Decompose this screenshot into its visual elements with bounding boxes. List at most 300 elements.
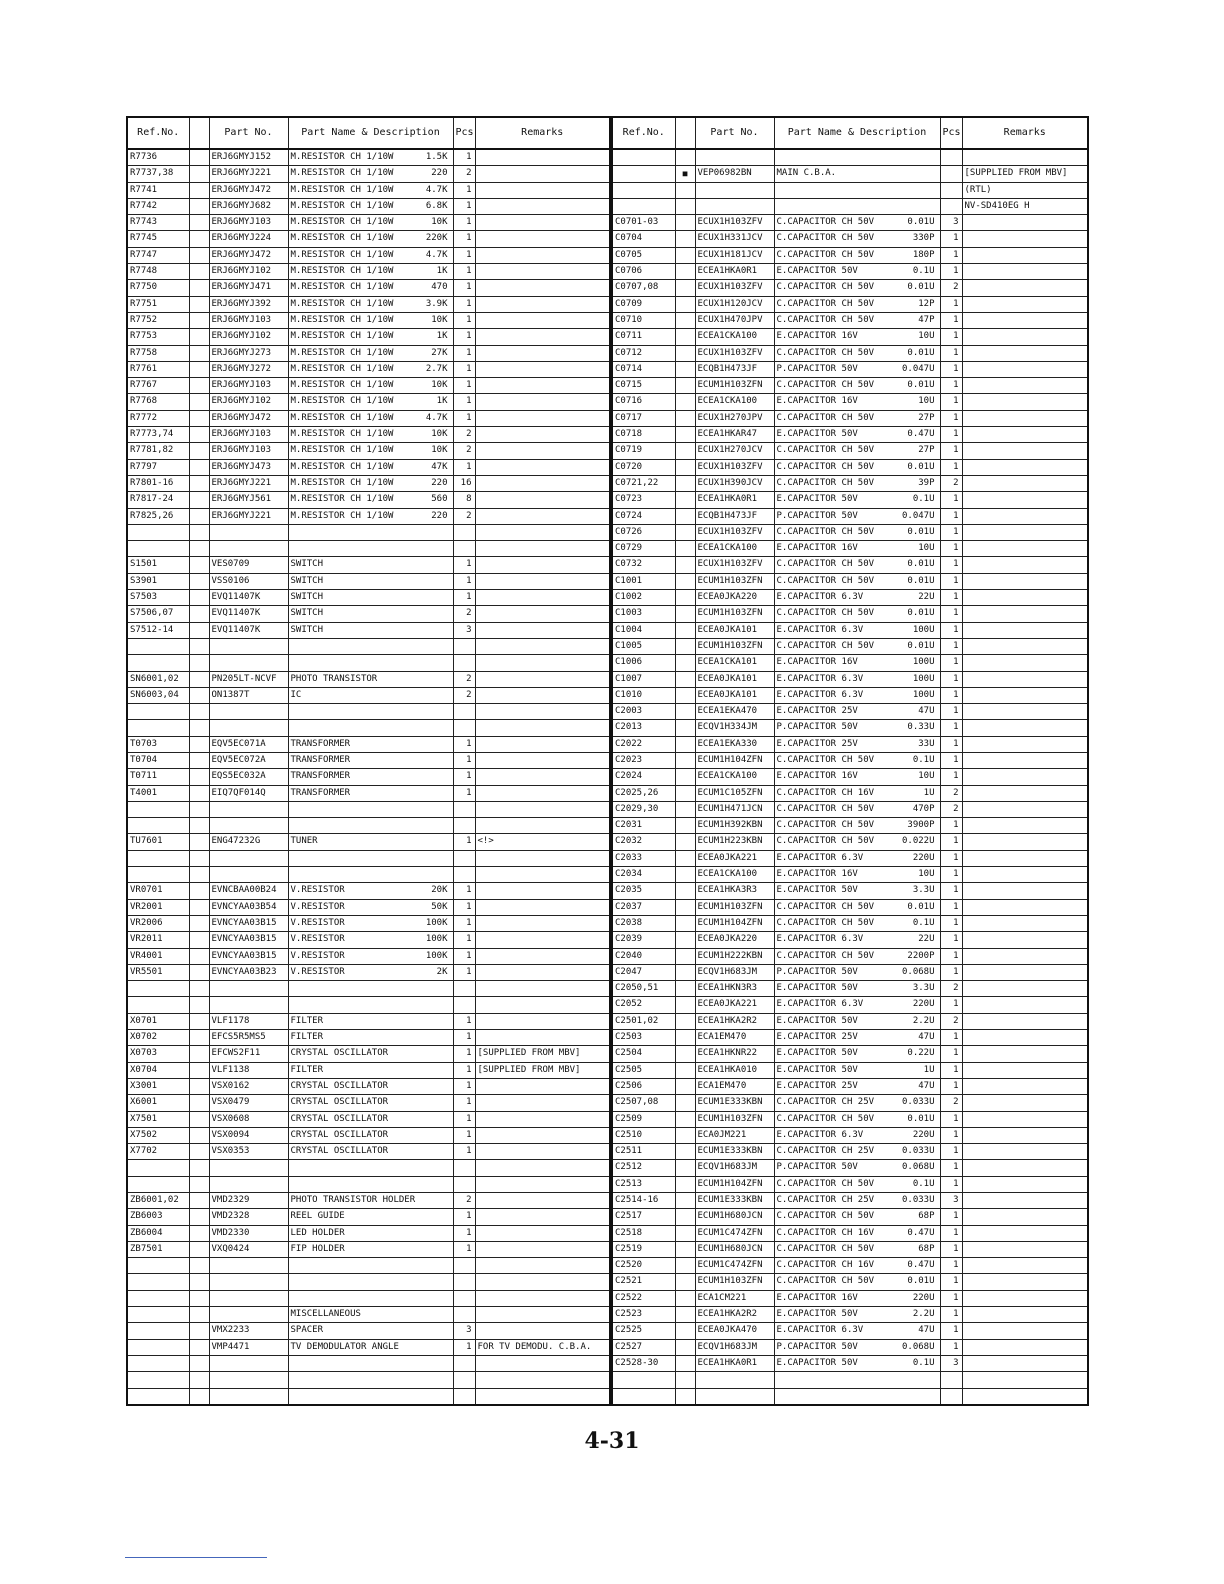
table-row xyxy=(127,1193,610,1209)
part-no-cell: ECEA1CKA100 xyxy=(695,867,774,883)
part-no-cell: ECUM1H104ZFN xyxy=(695,915,774,931)
part-value: 0.22U xyxy=(907,1048,935,1059)
part-no-cell: VLF1138 xyxy=(209,1062,288,1078)
part-name-cell xyxy=(774,1013,940,1029)
part-value: 0.47U xyxy=(907,1260,935,1271)
table-row xyxy=(127,1127,610,1143)
pcs-cell xyxy=(453,720,475,736)
part-description: C.CAPACITOR CH 16V xyxy=(776,1260,875,1271)
mark-cell xyxy=(189,198,209,214)
pcs-cell: 1 xyxy=(940,410,962,426)
remarks-cell xyxy=(475,264,610,280)
ref-no-cell: X7502 xyxy=(127,1127,189,1143)
ref-no-cell xyxy=(127,1290,189,1306)
pcs-cell: 1 xyxy=(453,1241,475,1257)
part-no-cell: EQV5EC072A xyxy=(209,752,288,768)
part-value: 3900P xyxy=(907,820,935,831)
part-no-cell: ECQV1H334JM xyxy=(695,720,774,736)
remarks-cell xyxy=(962,671,1088,687)
mark-cell xyxy=(675,1176,695,1192)
mark-cell xyxy=(675,280,695,296)
table-row xyxy=(612,508,1088,524)
part-name-cell xyxy=(288,720,453,736)
part-no-cell: ECEA1CKA101 xyxy=(695,655,774,671)
part-description: E.CAPACITOR 6.3V xyxy=(776,999,864,1010)
table-row xyxy=(127,149,610,166)
mark-cell xyxy=(189,1241,209,1257)
pcs-cell xyxy=(453,1372,475,1388)
pcs-cell: 3 xyxy=(940,1193,962,1209)
table-row xyxy=(612,1176,1088,1192)
ref-no-cell: C2511 xyxy=(612,1144,675,1160)
pcs-cell: 1 xyxy=(453,312,475,328)
table-row xyxy=(612,264,1088,280)
part-value xyxy=(448,1014,451,1029)
table-row xyxy=(127,166,610,182)
ref-no-cell: C1007 xyxy=(612,671,675,687)
part-description: V.RESISTOR xyxy=(290,901,345,912)
part-name-cell xyxy=(288,1078,453,1094)
table-row xyxy=(127,427,610,443)
table-row xyxy=(127,541,610,557)
part-name-cell xyxy=(774,752,940,768)
pcs-cell: 1 xyxy=(453,1209,475,1225)
part-description: C.CAPACITOR CH 50V xyxy=(776,608,875,619)
ref-no-cell: R7741 xyxy=(127,182,189,198)
part-no-cell: ERJ6GMYJ103 xyxy=(209,378,288,394)
ref-no-cell: C2520 xyxy=(612,1258,675,1274)
table-row xyxy=(127,850,610,866)
pcs-cell: 1 xyxy=(453,215,475,231)
part-name-cell xyxy=(288,752,453,768)
mark-cell xyxy=(675,1372,695,1388)
part-description: E.CAPACITOR 16V xyxy=(776,1292,858,1303)
part-value: 4.7K xyxy=(425,412,448,423)
mark-cell xyxy=(189,394,209,410)
part-value: 220K xyxy=(425,233,448,244)
pcs-cell xyxy=(940,198,962,214)
part-name-cell xyxy=(774,720,940,736)
pcs-cell: 3 xyxy=(453,622,475,638)
ref-no-cell: R7742 xyxy=(127,198,189,214)
part-no-cell xyxy=(209,867,288,883)
mark-cell xyxy=(189,655,209,671)
part-name-cell xyxy=(288,508,453,524)
ref-no-cell: S3901 xyxy=(127,573,189,589)
part-name-cell xyxy=(774,1258,940,1274)
table-row xyxy=(127,247,610,263)
header-mark xyxy=(189,117,209,149)
part-value xyxy=(448,1030,451,1045)
table-row xyxy=(612,182,1088,198)
remarks-cell xyxy=(962,769,1088,785)
remarks-cell xyxy=(475,149,610,166)
table-row xyxy=(127,508,610,524)
mark-cell xyxy=(189,964,209,980)
ref-no-cell: VR0701 xyxy=(127,883,189,899)
part-no-cell: ECA1EM470 xyxy=(695,1030,774,1046)
ref-no-cell: T0703 xyxy=(127,736,189,752)
mark-cell xyxy=(189,1030,209,1046)
part-no-cell: VSX0608 xyxy=(209,1111,288,1127)
pcs-cell: 1 xyxy=(940,638,962,654)
part-value: 0.068U xyxy=(901,1341,935,1352)
pcs-cell: 1 xyxy=(453,769,475,785)
part-name-cell xyxy=(288,361,453,377)
mark-cell xyxy=(189,524,209,540)
part-description: C.CAPACITOR CH 50V xyxy=(776,526,875,537)
part-no-cell: VMD2330 xyxy=(209,1225,288,1241)
ref-no-cell xyxy=(127,1388,189,1405)
pcs-cell: 16 xyxy=(453,475,475,491)
pcs-cell: 2 xyxy=(940,981,962,997)
part-name-cell xyxy=(288,1258,453,1274)
pcs-cell xyxy=(453,818,475,834)
mark-cell xyxy=(675,1111,695,1127)
part-name-cell xyxy=(774,312,940,328)
table-row xyxy=(127,443,610,459)
part-value: 1K xyxy=(436,266,448,277)
ref-no-cell: R7737,38 xyxy=(127,166,189,182)
part-description: M.RESISTOR CH 1/10W xyxy=(290,445,394,456)
part-name-cell xyxy=(774,687,940,703)
remarks-cell xyxy=(962,720,1088,736)
mark-cell xyxy=(675,557,695,573)
remarks-cell xyxy=(475,981,610,997)
pcs-cell: 2 xyxy=(453,166,475,182)
table-row xyxy=(612,524,1088,540)
part-name-cell xyxy=(288,149,453,166)
part-name-cell xyxy=(288,915,453,931)
table-row xyxy=(612,736,1088,752)
remarks-cell xyxy=(475,1225,610,1241)
part-value: 100U xyxy=(912,624,935,635)
part-value: 220U xyxy=(912,999,935,1010)
remarks-cell: [SUPPLIED FROM MBV] xyxy=(475,1046,610,1062)
part-description: E.CAPACITOR 16V xyxy=(776,771,858,782)
part-description: C.CAPACITOR CH 50V xyxy=(776,1178,875,1189)
part-value: 27P xyxy=(918,412,935,423)
table-row xyxy=(612,198,1088,214)
pcs-cell: 1 xyxy=(940,1111,962,1127)
pcs-cell: 2 xyxy=(940,1095,962,1111)
ref-no-cell xyxy=(127,801,189,817)
footer-rule xyxy=(125,1557,267,1558)
pcs-cell: 1 xyxy=(453,378,475,394)
mark-cell xyxy=(189,687,209,703)
part-name-cell xyxy=(774,915,940,931)
ref-no-cell: X7702 xyxy=(127,1144,189,1160)
part-value: 0.01U xyxy=(907,1113,935,1124)
part-description: CRYSTAL OSCILLATOR xyxy=(290,1146,389,1157)
part-no-cell: ECEA1HKA0R1 xyxy=(695,264,774,280)
part-name-cell xyxy=(774,394,940,410)
part-value: 100U xyxy=(912,689,935,700)
pcs-cell xyxy=(940,182,962,198)
mark-cell xyxy=(675,361,695,377)
pcs-cell: 1 xyxy=(940,1062,962,1078)
ref-no-cell: R7781,82 xyxy=(127,443,189,459)
table-row xyxy=(127,182,610,198)
part-value: 0.01U xyxy=(907,1276,935,1287)
mark-cell xyxy=(675,508,695,524)
part-name-cell xyxy=(288,1062,453,1078)
mark-cell xyxy=(675,410,695,426)
part-value: 10U xyxy=(918,396,935,407)
part-description: C.CAPACITOR CH 50V xyxy=(776,380,875,391)
table-row xyxy=(127,280,610,296)
pcs-cell: 1 xyxy=(940,508,962,524)
remarks-cell xyxy=(475,1290,610,1306)
table-row xyxy=(612,997,1088,1013)
part-value: 47U xyxy=(918,1032,935,1043)
part-description: E.CAPACITOR 6.3V xyxy=(776,624,864,635)
part-description: M.RESISTOR CH 1/10W xyxy=(290,510,394,521)
ref-no-cell: R7736 xyxy=(127,149,189,166)
pcs-cell xyxy=(453,1307,475,1323)
pcs-cell: 1 xyxy=(940,948,962,964)
pcs-cell: 1 xyxy=(940,329,962,345)
part-no-cell: ERJ6GMYJ224 xyxy=(209,231,288,247)
part-no-cell: ECEA1HKA0R1 xyxy=(695,492,774,508)
part-name-cell xyxy=(288,459,453,475)
part-no-cell: VSS0106 xyxy=(209,573,288,589)
mark-cell xyxy=(189,215,209,231)
table-row xyxy=(127,1225,610,1241)
ref-no-cell: S7506,07 xyxy=(127,606,189,622)
part-value xyxy=(448,834,451,849)
ref-no-cell: C2505 xyxy=(612,1062,675,1078)
table-header xyxy=(127,117,610,149)
part-no-cell xyxy=(209,801,288,817)
part-name-cell xyxy=(774,508,940,524)
pcs-cell: 1 xyxy=(453,883,475,899)
part-value: 1.5K xyxy=(425,152,448,162)
mark-cell xyxy=(675,1339,695,1355)
part-no-cell: ECUM1H103ZFN xyxy=(695,899,774,915)
part-no-cell: VEP06982BN xyxy=(695,166,774,182)
ref-no-cell xyxy=(127,655,189,671)
part-value: 0.47U xyxy=(907,429,935,440)
table-row xyxy=(612,834,1088,850)
part-description: M.RESISTOR CH 1/10W xyxy=(290,184,394,195)
ref-no-cell: R7801-16 xyxy=(127,475,189,491)
remarks-cell xyxy=(475,1258,610,1274)
mark-cell xyxy=(675,215,695,231)
pcs-cell: 8 xyxy=(453,492,475,508)
part-name-cell xyxy=(774,149,940,166)
mark-cell xyxy=(189,182,209,198)
pcs-cell xyxy=(940,1372,962,1388)
remarks-cell xyxy=(962,1209,1088,1225)
part-value xyxy=(448,574,451,589)
ref-no-cell xyxy=(127,1355,189,1371)
part-no-cell: ECUM1H223KBN xyxy=(695,834,774,850)
part-value: 2.7K xyxy=(425,363,448,374)
part-value: 1U xyxy=(923,787,935,798)
pcs-cell: 1 xyxy=(940,622,962,638)
part-value: 10K xyxy=(431,217,448,228)
remarks-cell xyxy=(962,231,1088,247)
table-row xyxy=(612,1046,1088,1062)
ref-no-cell: C2037 xyxy=(612,899,675,915)
pcs-cell: 1 xyxy=(453,231,475,247)
part-no-cell: ECEA1EKA470 xyxy=(695,704,774,720)
part-value: 3.3U xyxy=(912,885,935,896)
part-description: P.CAPACITOR 50V xyxy=(776,722,858,733)
part-no-cell xyxy=(209,1176,288,1192)
part-no-cell xyxy=(209,1307,288,1323)
pcs-cell: 1 xyxy=(453,361,475,377)
ref-no-cell xyxy=(127,704,189,720)
part-no-cell: ECQB1H473JF xyxy=(695,361,774,377)
part-no-cell: ERJ6GMYJ103 xyxy=(209,443,288,459)
part-name-cell xyxy=(288,671,453,687)
ref-no-cell: C2047 xyxy=(612,964,675,980)
part-description: CRYSTAL OSCILLATOR xyxy=(290,1048,389,1059)
part-value: 0.068U xyxy=(901,1162,935,1173)
part-value: 220 xyxy=(431,510,448,521)
part-value xyxy=(448,606,451,621)
ref-no-cell: R7752 xyxy=(127,312,189,328)
ref-no-cell: C0715 xyxy=(612,378,675,394)
pcs-cell: 1 xyxy=(940,964,962,980)
part-description: C.CAPACITOR CH 50V xyxy=(776,282,875,293)
part-name-cell xyxy=(774,427,940,443)
mark-cell xyxy=(675,573,695,589)
part-value: 47U xyxy=(918,706,935,717)
mark-cell xyxy=(675,1258,695,1274)
part-value: 12P xyxy=(918,298,935,309)
part-description: M.RESISTOR CH 1/10W xyxy=(290,477,394,488)
part-value: 3.9K xyxy=(425,298,448,309)
remarks-cell xyxy=(475,736,610,752)
pcs-cell: 1 xyxy=(940,1274,962,1290)
pcs-cell: 2 xyxy=(453,606,475,622)
table-row xyxy=(127,1013,610,1029)
part-name-cell xyxy=(774,850,940,866)
mark-cell xyxy=(675,524,695,540)
remarks-cell xyxy=(962,394,1088,410)
part-description: TRANSFORMER xyxy=(290,787,351,798)
part-description: C.CAPACITOR CH 50V xyxy=(776,461,875,472)
remarks-cell xyxy=(962,818,1088,834)
part-description: C.CAPACITOR CH 25V xyxy=(776,1195,875,1205)
part-name-cell xyxy=(288,1144,453,1160)
part-no-cell: EFCWS2F11 xyxy=(209,1046,288,1062)
part-description: M.RESISTOR CH 1/10W xyxy=(290,314,394,325)
part-name-cell xyxy=(774,590,940,606)
part-description: V.RESISTOR xyxy=(290,917,345,928)
part-description: TV DEMODULATOR ANGLE xyxy=(290,1341,399,1352)
part-description: E.CAPACITOR 50V xyxy=(776,1048,858,1059)
mark-cell xyxy=(189,1355,209,1371)
part-name-cell xyxy=(288,818,453,834)
remarks-cell xyxy=(962,345,1088,361)
pcs-cell: 1 xyxy=(940,459,962,475)
part-name-cell xyxy=(774,1339,940,1355)
part-no-cell: ERJ6GMYJ103 xyxy=(209,427,288,443)
table-row xyxy=(612,1258,1088,1274)
part-no-cell: ERJ6GMYJ102 xyxy=(209,329,288,345)
ref-no-cell xyxy=(127,1372,189,1388)
part-name-cell xyxy=(288,1013,453,1029)
part-name-cell xyxy=(288,182,453,198)
part-description: C.CAPACITOR CH 50V xyxy=(776,249,875,260)
parts-table-left xyxy=(126,116,611,1406)
pcs-cell: 2 xyxy=(940,801,962,817)
table-row xyxy=(127,736,610,752)
part-no-cell: ECUM1H680JCN xyxy=(695,1209,774,1225)
mark-cell xyxy=(189,915,209,931)
mark-cell xyxy=(675,1355,695,1371)
part-name-cell xyxy=(288,296,453,312)
table-row xyxy=(612,1274,1088,1290)
part-description: C.CAPACITOR CH 50V xyxy=(776,640,875,651)
pcs-cell xyxy=(453,981,475,997)
part-description: V.RESISTOR xyxy=(290,934,345,945)
part-value xyxy=(448,1095,451,1110)
ref-no-cell: C0714 xyxy=(612,361,675,377)
part-name-cell xyxy=(774,1095,940,1111)
remarks-cell xyxy=(962,492,1088,508)
part-description: M.RESISTOR CH 1/10W xyxy=(290,429,394,440)
part-value: 0.01U xyxy=(907,901,935,912)
table-row xyxy=(127,198,610,214)
remarks-cell xyxy=(475,1307,610,1323)
part-value: 0.1U xyxy=(912,917,935,928)
mark-cell xyxy=(189,231,209,247)
part-value xyxy=(448,1128,451,1143)
ref-no-cell: R7758 xyxy=(127,345,189,361)
part-value: 27K xyxy=(431,347,448,358)
part-value: 100U xyxy=(912,673,935,684)
remarks-cell: (RTL) xyxy=(962,182,1088,198)
pcs-cell: 1 xyxy=(940,1323,962,1339)
part-no-cell: ERJ6GMYJ473 xyxy=(209,459,288,475)
part-no-cell: ECUM1E333KBN xyxy=(695,1144,774,1160)
mark-cell xyxy=(189,1062,209,1078)
mark-cell xyxy=(189,752,209,768)
ref-no-cell: C2025,26 xyxy=(612,785,675,801)
ref-no-cell: C0712 xyxy=(612,345,675,361)
part-value xyxy=(448,1340,451,1355)
mark-cell xyxy=(675,264,695,280)
part-description: C.CAPACITOR CH 16V xyxy=(776,1227,875,1238)
mark-cell xyxy=(189,720,209,736)
remarks-cell xyxy=(962,459,1088,475)
part-no-cell xyxy=(695,149,774,166)
part-value: 10U xyxy=(918,331,935,342)
part-name-cell xyxy=(288,704,453,720)
ref-no-cell xyxy=(127,541,189,557)
part-name-cell xyxy=(288,997,453,1013)
remarks-cell xyxy=(962,997,1088,1013)
part-no-cell: ECUX1H181JCV xyxy=(695,247,774,263)
part-value: 27P xyxy=(918,445,935,456)
table-row xyxy=(612,671,1088,687)
remarks-cell xyxy=(475,818,610,834)
mark-cell xyxy=(189,736,209,752)
mark-cell xyxy=(189,492,209,508)
pcs-cell xyxy=(453,850,475,866)
ref-no-cell: ZB6003 xyxy=(127,1209,189,1225)
part-name-cell xyxy=(288,785,453,801)
pcs-cell: 3 xyxy=(453,1323,475,1339)
mark-cell xyxy=(189,247,209,263)
table-row xyxy=(127,622,610,638)
pcs-cell: 1 xyxy=(453,1095,475,1111)
